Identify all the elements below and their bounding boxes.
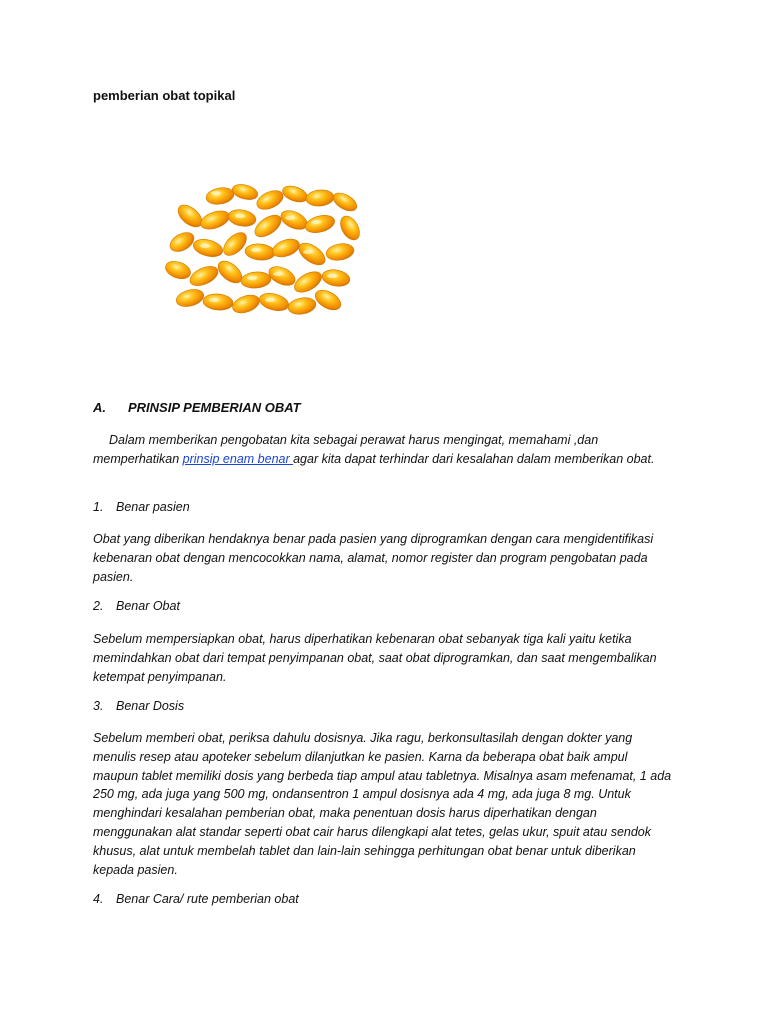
intro-text-before: Dalam memberikan pengobatan kita sebagai perawat harus mengingat, memahami ,dan memperhatikan xyxy=(93,433,599,466)
list-item xyxy=(93,699,184,713)
list-number: 3. xyxy=(93,699,104,713)
item-paragraph: Obat yang diberikan hendaknya benar pada pasien yang diprogramkan dengan cara mengidentifikasi kebenaran obat dengan mencocokkan nama, alamat, nomor register dan program pengobatan pada pasien. xyxy=(93,532,654,584)
item-paragraph: Sebelum memberi obat, periksa dahulu dosisnya. Jika ragu, berkonsultasilah dengan dokter yang menulis resep atau apoteker sebelum dilanjutkan ke pasien. Karna da beberapa obat baik ampul maupun tablet memiliki dosis yang berbeda tiap ampul atau tabletnya. Misalnya asam mefenamat, 1 ada 250 mg, ada juga yang 500 mg, ondansentron 1 ampul dosisnya ada 4 mg, ada juga 8 mg. Untuk menghindari kesalahan pemberian obat, maka penentuan dosis harus diperhatikan dengan menggunakan alat standar seperti obat cair harus dilengkapi alat tetes, gelas ukur, spuit atau sendok khusus, alat untuk membelah tablet dan lain-lain sehingga perhitungan obat benar untuk diberikan kepada pasien. xyxy=(93,731,672,877)
intro-text-after: agar kita dapat terhindar dari kesalahan dalam memberikan obat. xyxy=(293,451,655,466)
item-paragraph: Sebelum mempersiapkan obat, harus diperhatikan kebenaran obat sebanyak tiga kali yaitu ketika memindahkan obat dari tempat penyimpanan obat, saat obat diprogramkan, dan saat mengembalikan ketempat penyimpanan. xyxy=(93,632,657,684)
list-label: Benar Cara/ rute pemberian obat xyxy=(116,892,299,906)
prinsip-enam-benar-link[interactable]: prinsip enam benar xyxy=(182,451,294,466)
list-item xyxy=(93,892,299,906)
capsules-illustration-icon xyxy=(160,178,370,318)
list-number: 4. xyxy=(93,892,104,906)
section-letter: A. xyxy=(93,400,106,415)
list-label: Benar Obat xyxy=(116,599,180,613)
list-number: 1. xyxy=(93,500,104,514)
list-label: Benar Dosis xyxy=(116,699,185,713)
softgel-capsules-image xyxy=(160,178,370,318)
list-label: Benar pasien xyxy=(116,500,190,514)
section-heading xyxy=(93,400,301,415)
list-item xyxy=(93,500,190,514)
list-item xyxy=(93,599,180,613)
intro-paragraph xyxy=(93,431,673,469)
section-title: PRINSIP PEMBERIAN OBAT xyxy=(128,400,301,415)
list-number: 2. xyxy=(93,599,104,613)
document-title: pemberian obat topikal xyxy=(93,88,236,103)
